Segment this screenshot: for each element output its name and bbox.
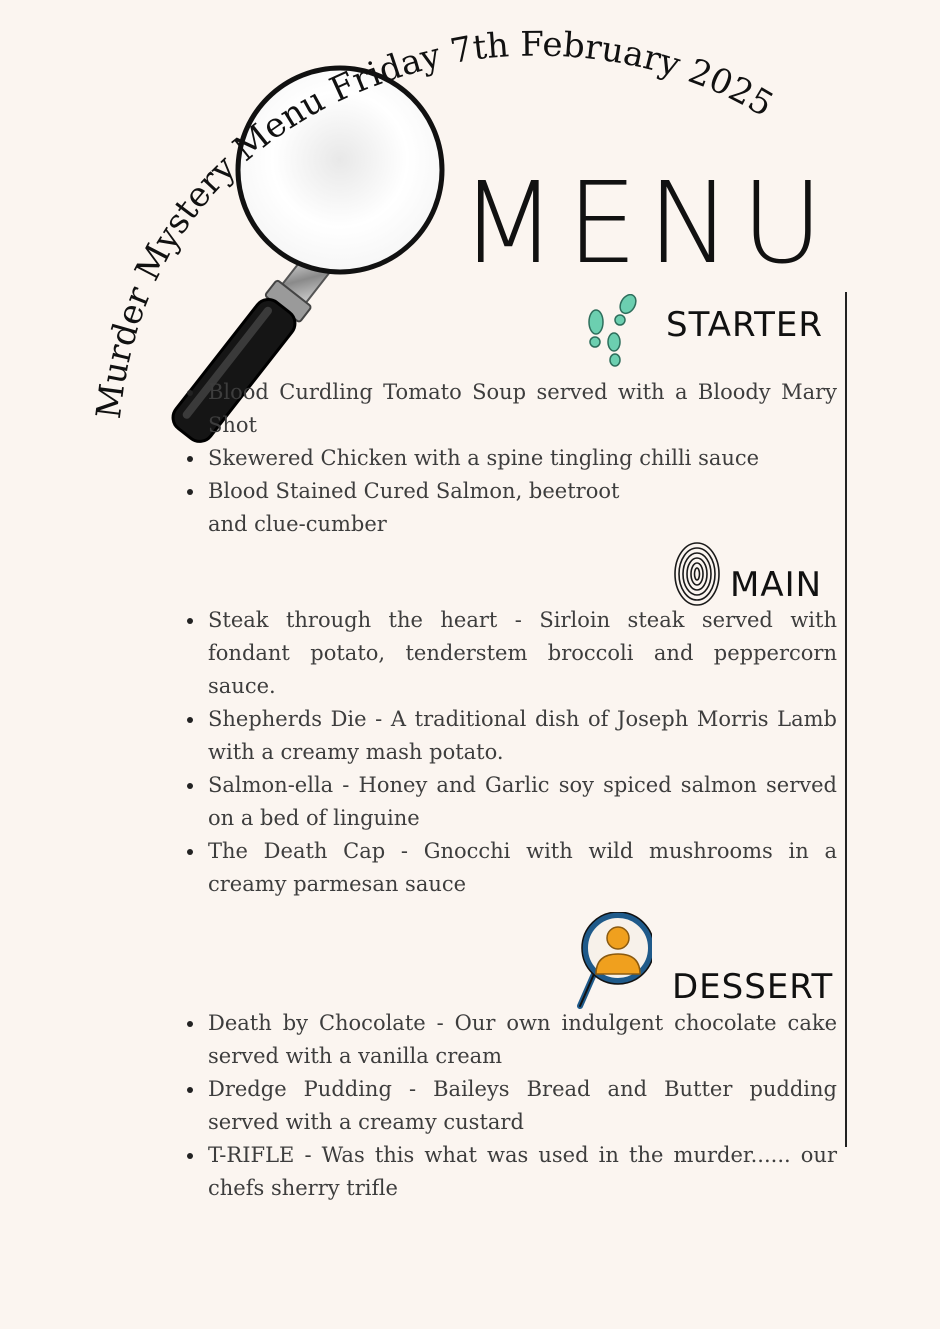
list-item: Death by Chocolate - Our own indulgent chocolate cake served with a vanilla cream [208, 1007, 837, 1073]
suspect-search-icon [576, 912, 652, 1010]
list-item: T-RIFLE - Was this what was used in the murder...... our chefs sherry trifle [208, 1139, 837, 1205]
footprints-icon [584, 294, 644, 370]
fingerprint-icon [672, 540, 722, 608]
list-item: Blood Curdling Tomato Soup served with a Bloody Mary Shot [208, 376, 837, 442]
list-item: Salmon-ella - Honey and Garlic soy spiced salmon served on a bed of linguine [208, 769, 837, 835]
section-title-starter: STARTER [666, 305, 823, 345]
section-title-main: MAIN [730, 565, 823, 605]
list-item: Steak through the heart - Sirloin steak served with fondant potato, tenderstem broccoli and peppercorn sauce. [208, 604, 837, 703]
main-list [208, 604, 837, 901]
dessert-list [208, 1007, 837, 1205]
menu-heading: MENU [460, 159, 834, 289]
vertical-rule [845, 292, 847, 1147]
arc-title-text: Murder Mystery Menu Friday 7th February 2025 [88, 24, 780, 422]
starter-list [208, 376, 837, 541]
list-item: Skewered Chicken with a spine tingling chilli sauce [208, 442, 837, 475]
list-item: Blood Stained Cured Salmon, beetroot and clue-cumber [208, 475, 658, 541]
list-item: Dredge Pudding - Baileys Bread and Butter pudding served with a creamy custard [208, 1073, 837, 1139]
list-item: The Death Cap - Gnocchi with wild mushrooms in a creamy parmesan sauce [208, 835, 837, 901]
list-item: Shepherds Die - A traditional dish of Joseph Morris Lamb with a creamy mash potato. [208, 703, 837, 769]
section-title-dessert: DESSERT [672, 967, 834, 1007]
